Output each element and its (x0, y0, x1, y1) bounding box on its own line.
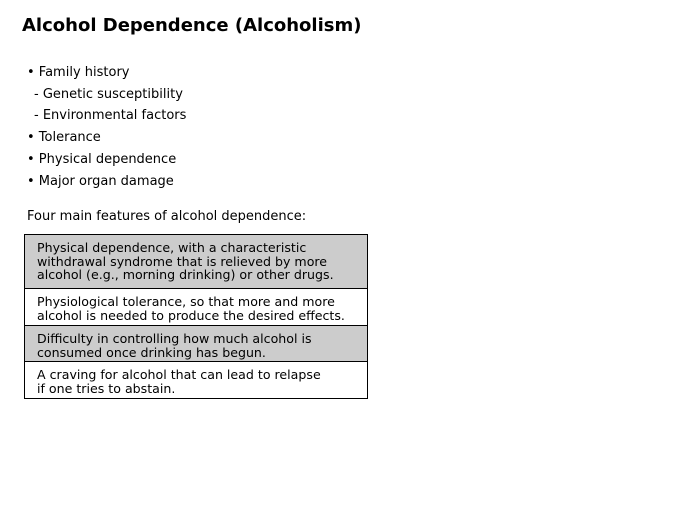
feature-craving (25, 361, 367, 398)
feature-difficulty-controlling (25, 325, 367, 361)
page-title: Alcohol Dependence (Alcoholism) (22, 15, 362, 36)
feature-line: Physiological tolerance, so that more and more (37, 294, 335, 309)
feature-line: withdrawal syndrome that is relieved by more (37, 253, 328, 269)
risk-factor-list (27, 62, 186, 192)
feature-line: Physical dependence, with a characteristic (37, 240, 307, 255)
feature-line: consumed once drinking has begun. (37, 344, 266, 360)
features-intro: Four main features of alcohol dependence: (27, 209, 307, 224)
feature-line: A craving for alcohol that can lead to relapse (37, 367, 321, 382)
sub-bullet-genetic-susceptibility: - Genetic susceptibility (34, 86, 183, 102)
features-table (24, 234, 368, 399)
bullet-physical-dependence: • Physical dependence (27, 151, 177, 167)
feature-line: Difficulty in controlling how much alcohol is (37, 331, 312, 346)
feature-line: alcohol is needed to produce the desired effects. (37, 307, 345, 323)
feature-physical-dependence (25, 235, 367, 288)
sub-bullet-environmental-factors: - Environmental factors (34, 108, 187, 124)
bullet-major-organ-damage: • Major organ damage (27, 173, 174, 189)
feature-physiological-tolerance (25, 288, 367, 325)
feature-line: alcohol (e.g., morning drinking) or other drugs. (37, 267, 334, 282)
feature-line: if one tries to abstain. (37, 380, 176, 396)
bullet-family-history: • Family history (27, 65, 130, 80)
bullet-tolerance: • Tolerance (27, 130, 101, 146)
